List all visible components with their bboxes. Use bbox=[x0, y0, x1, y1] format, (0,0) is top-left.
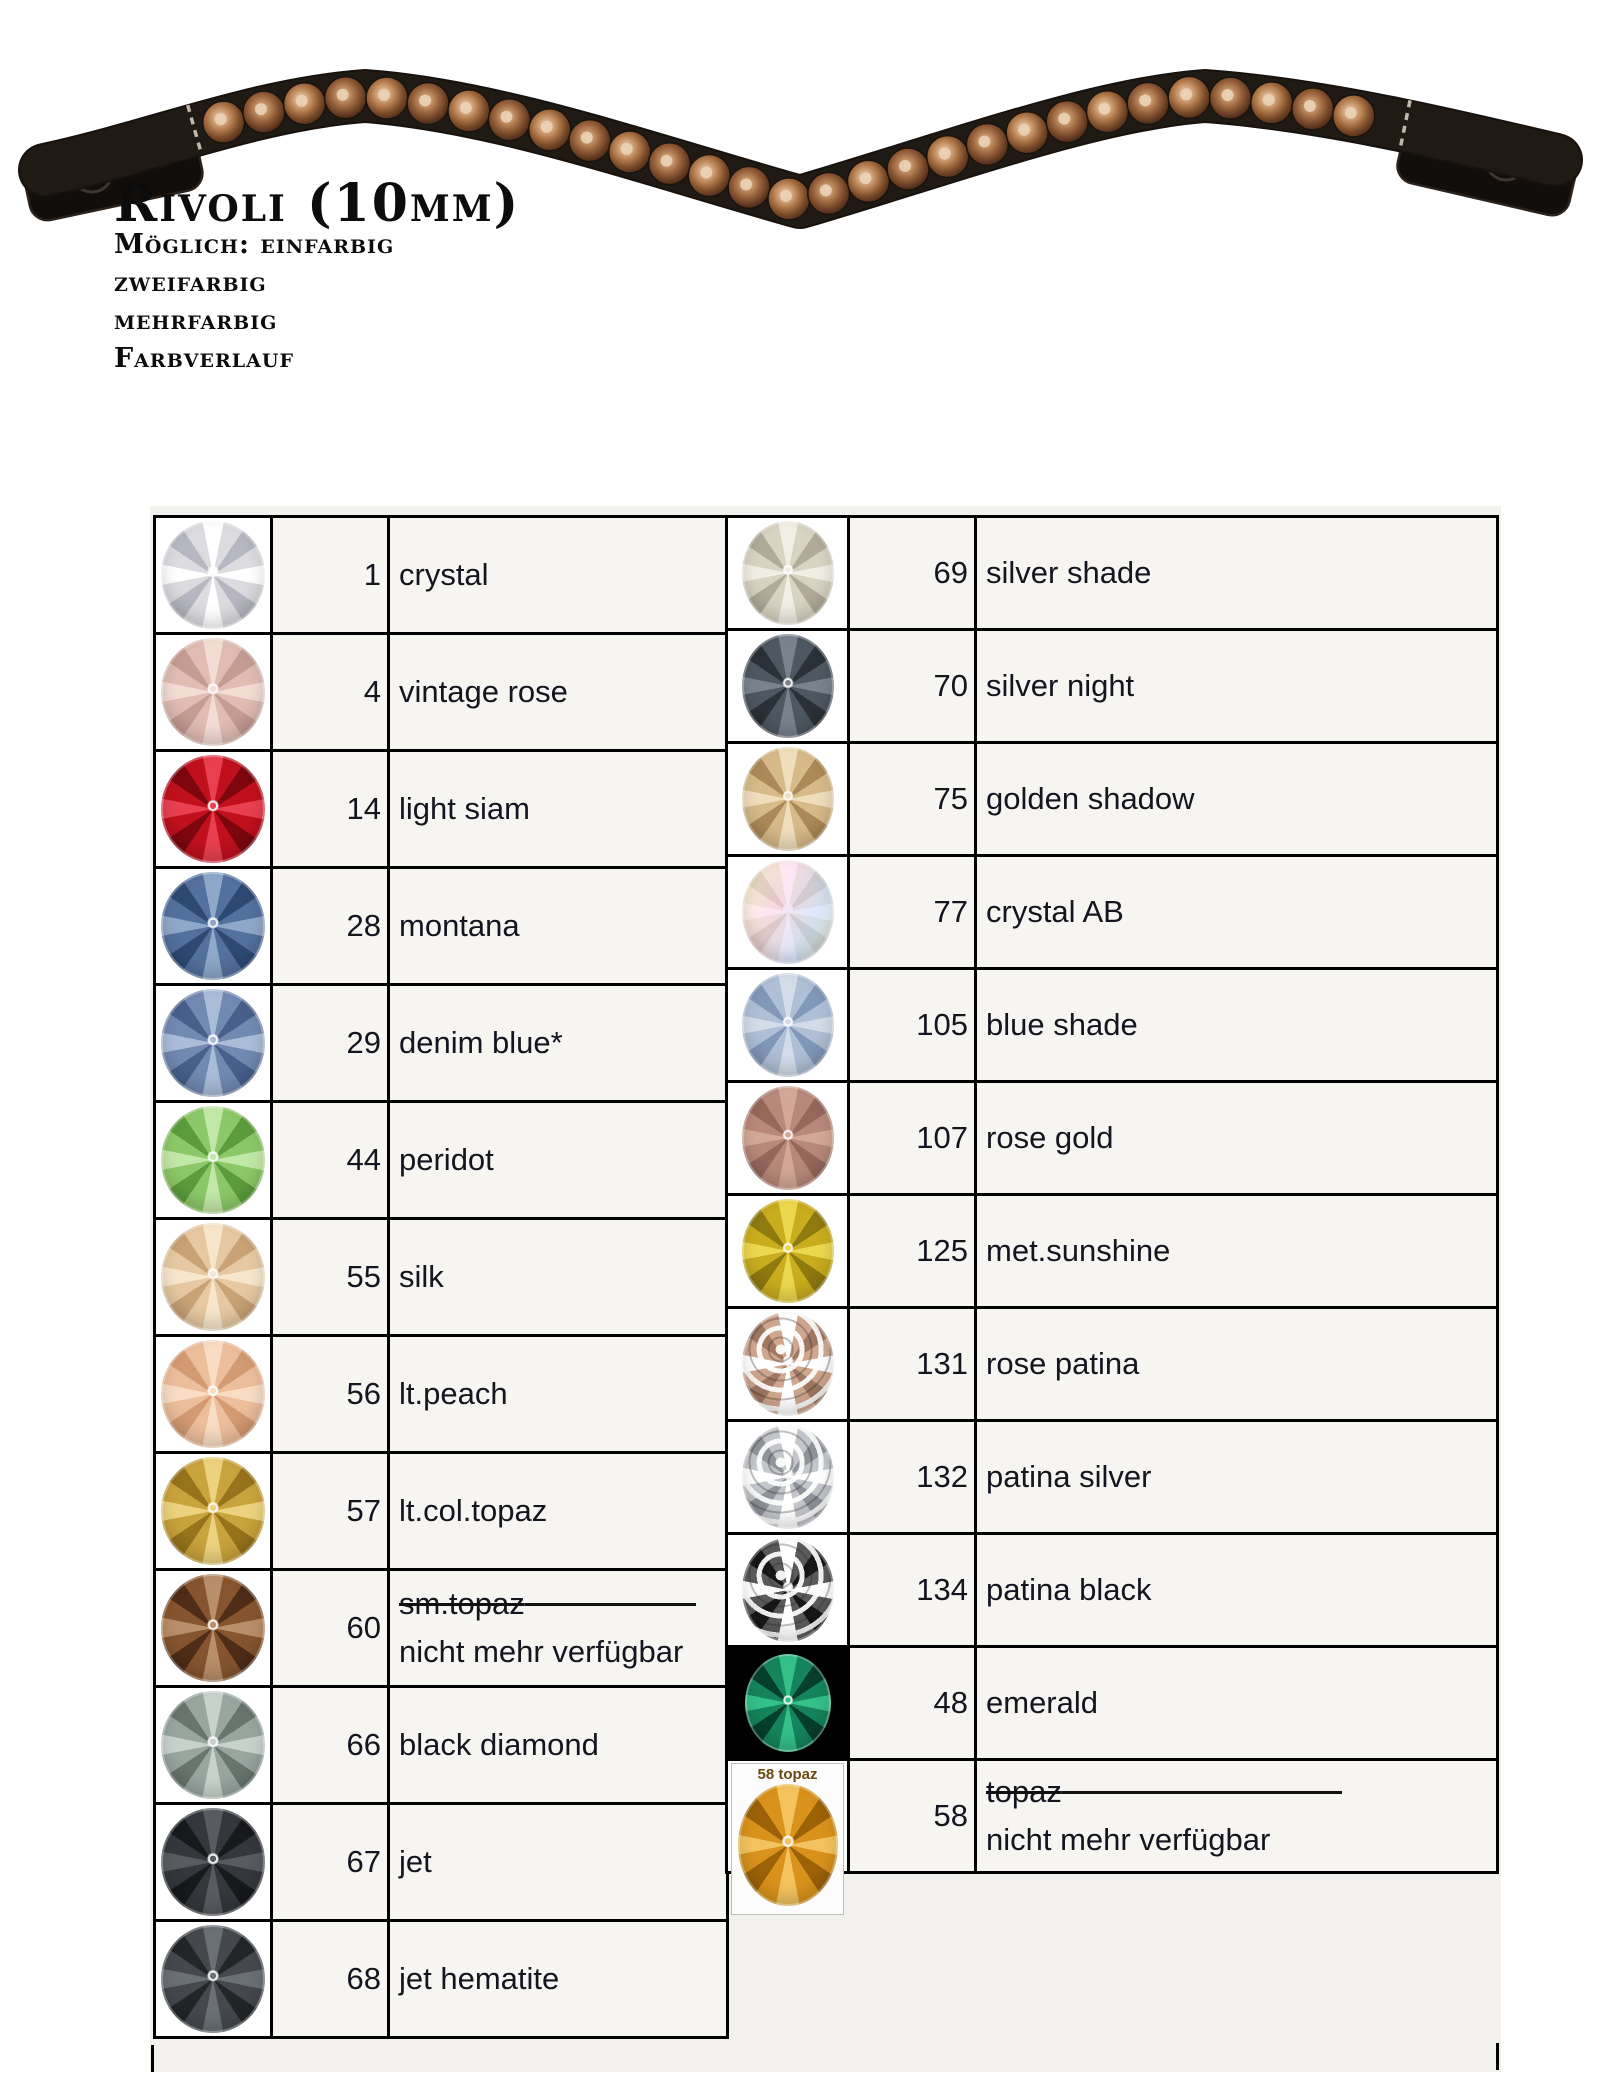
subtitle-line: Möglich: einfarbig bbox=[114, 229, 395, 260]
color-name-cell bbox=[390, 1103, 726, 1217]
page-title: Rivoli (10mm) bbox=[114, 173, 521, 234]
gem-silver-night bbox=[742, 634, 834, 738]
crystal-highlight bbox=[1139, 94, 1151, 106]
color-number: 69 bbox=[850, 518, 977, 628]
table-row bbox=[156, 1805, 726, 1922]
color-name-cell bbox=[977, 1309, 1496, 1419]
table-row bbox=[156, 1220, 726, 1337]
gem-swatch-cell bbox=[156, 752, 273, 866]
color-number: 68 bbox=[273, 1922, 390, 2036]
color-name: jet bbox=[399, 1844, 432, 1879]
struck-color-name: topaz bbox=[986, 1774, 1062, 1809]
gem-peridot bbox=[161, 1106, 265, 1214]
color-name: silver night bbox=[986, 668, 1135, 703]
color-name: montana bbox=[399, 908, 520, 943]
page-subtitle bbox=[114, 226, 394, 378]
gem-patina-black bbox=[742, 1538, 834, 1642]
color-name-cell bbox=[390, 1454, 726, 1568]
color-name: peridot bbox=[399, 1142, 494, 1177]
color-number: 58 bbox=[850, 1761, 977, 1871]
crystal-highlight bbox=[541, 121, 553, 133]
color-name: denim blue* bbox=[399, 1025, 563, 1060]
color-number: 55 bbox=[273, 1220, 390, 1334]
table-row bbox=[728, 1083, 1496, 1196]
gem-lt-col-topaz bbox=[161, 1457, 265, 1565]
color-name: silver shade bbox=[986, 555, 1152, 590]
gem-swatch-cell bbox=[156, 1454, 273, 1568]
gem-rose-gold bbox=[742, 1086, 834, 1190]
panel-corner-tick-left bbox=[151, 2045, 154, 2072]
gem-patina-silver bbox=[742, 1425, 834, 1529]
color-number: 67 bbox=[273, 1805, 390, 1919]
gem-swatch-cell bbox=[156, 1805, 273, 1919]
crystal-highlight bbox=[780, 190, 792, 202]
gem-rose-patina bbox=[742, 1312, 834, 1416]
color-name-cell bbox=[390, 752, 726, 866]
gem-swatch-cell bbox=[728, 518, 850, 628]
table-row bbox=[728, 1196, 1496, 1309]
gem-swatch-cell bbox=[728, 1422, 850, 1532]
color-name: golden shadow bbox=[986, 781, 1195, 816]
color-name-cell bbox=[977, 744, 1496, 854]
gem-swatch-cell bbox=[728, 857, 850, 967]
gem-swatch-cell bbox=[728, 970, 850, 1080]
color-name: vintage rose bbox=[399, 674, 568, 709]
color-name-cell bbox=[390, 635, 726, 749]
table-row bbox=[728, 1648, 1496, 1761]
color-number: 48 bbox=[850, 1648, 977, 1758]
gem-emerald bbox=[745, 1654, 831, 1752]
crystal-highlight bbox=[581, 132, 593, 144]
color-name-cell bbox=[977, 1083, 1496, 1193]
table-row bbox=[728, 1309, 1496, 1422]
table-row bbox=[156, 1688, 726, 1805]
crystal-highlight bbox=[419, 94, 431, 106]
table-row bbox=[156, 518, 726, 635]
struck-name-line bbox=[986, 1774, 1492, 1810]
table-row bbox=[728, 744, 1496, 857]
color-name-cell bbox=[977, 1648, 1496, 1758]
color-name: emerald bbox=[986, 1685, 1098, 1720]
color-name: jet hematite bbox=[399, 1961, 560, 1996]
crystal-highlight bbox=[740, 178, 752, 190]
crystal-highlight bbox=[820, 184, 832, 196]
gem-black-diamond bbox=[161, 1691, 265, 1799]
table-row bbox=[156, 1337, 726, 1454]
color-name: light siam bbox=[399, 791, 530, 826]
table-row bbox=[728, 631, 1496, 744]
color-name-cell bbox=[390, 1337, 726, 1451]
color-name: black diamond bbox=[399, 1727, 599, 1762]
color-name-cell bbox=[390, 986, 726, 1100]
table-row bbox=[728, 1422, 1496, 1535]
color-name: lt.col.topaz bbox=[399, 1493, 548, 1528]
gem-topaz bbox=[738, 1784, 838, 1906]
crystal-highlight bbox=[700, 167, 712, 179]
table-row bbox=[728, 857, 1496, 970]
table-row bbox=[156, 1103, 726, 1220]
gem-light-siam bbox=[161, 755, 265, 863]
strike-rule bbox=[525, 1603, 696, 1606]
gem-swatch-cell bbox=[728, 1761, 850, 1871]
gem-swatch-cell bbox=[728, 631, 850, 741]
gem-swatch-cell bbox=[728, 1196, 850, 1306]
crystal-highlight bbox=[1098, 103, 1110, 115]
gem-swatch-cell bbox=[156, 635, 273, 749]
color-name-cell bbox=[390, 1571, 726, 1685]
color-number: 14 bbox=[273, 752, 390, 866]
color-name: silk bbox=[399, 1259, 444, 1294]
unavailable-note: nicht mehr verfügbar bbox=[986, 1822, 1271, 1857]
crystal-highlight bbox=[215, 113, 227, 125]
crystal-highlight bbox=[1263, 94, 1275, 106]
color-name-cell bbox=[390, 1688, 726, 1802]
color-name-cell bbox=[977, 1422, 1496, 1532]
gem-vintage-rose bbox=[161, 638, 265, 746]
gem-swatch-cell bbox=[728, 1083, 850, 1193]
strike-rule bbox=[1062, 1791, 1342, 1794]
color-table-left bbox=[153, 515, 729, 2039]
gem-swatch-cell bbox=[156, 518, 273, 632]
gem-jet-hematite bbox=[161, 1925, 265, 2033]
table-row bbox=[728, 1761, 1496, 1871]
gem-swatch-cell bbox=[156, 1571, 273, 1685]
crystal-highlight bbox=[1018, 124, 1030, 136]
crystal-highlight bbox=[1058, 113, 1070, 125]
color-table-right bbox=[725, 515, 1499, 1874]
topaz-image bbox=[731, 1763, 844, 1915]
gem-swatch-cell bbox=[156, 1103, 273, 1217]
gem-swatch-cell bbox=[156, 869, 273, 983]
table-row bbox=[156, 986, 726, 1103]
crystal-highlight bbox=[1180, 88, 1192, 100]
crystal-highlight bbox=[500, 111, 512, 123]
color-name-cell bbox=[977, 857, 1496, 967]
gem-swatch-cell bbox=[156, 1688, 273, 1802]
color-name-cell bbox=[390, 518, 726, 632]
color-name-cell bbox=[390, 1922, 726, 2036]
crystal-highlight bbox=[621, 143, 633, 155]
color-name-cell bbox=[977, 1535, 1496, 1645]
struck-name-line bbox=[399, 1586, 722, 1622]
color-number: 29 bbox=[273, 986, 390, 1100]
color-name: rose gold bbox=[986, 1120, 1114, 1155]
color-number: 134 bbox=[850, 1535, 977, 1645]
crystal-highlight bbox=[1345, 107, 1357, 119]
table-row bbox=[728, 970, 1496, 1083]
crystal-highlight bbox=[661, 155, 673, 167]
gem-sm-topaz bbox=[161, 1574, 265, 1682]
gem-crystal-ab bbox=[742, 860, 834, 964]
color-number: 132 bbox=[850, 1422, 977, 1532]
gem-swatch-cell bbox=[156, 1922, 273, 2036]
gem-denim-blue bbox=[161, 989, 265, 1097]
panel-corner-tick-right bbox=[1496, 2043, 1499, 2070]
table-row bbox=[156, 1571, 726, 1688]
crystal-highlight bbox=[859, 172, 871, 184]
table-row bbox=[156, 752, 726, 869]
color-name-cell bbox=[977, 631, 1496, 741]
gem-swatch-cell bbox=[156, 1220, 273, 1334]
color-name-cell bbox=[977, 518, 1496, 628]
color-name: crystal bbox=[399, 557, 489, 592]
color-number: 107 bbox=[850, 1083, 977, 1193]
color-name: patina silver bbox=[986, 1459, 1152, 1494]
subtitle-line: Farbverlauf bbox=[114, 343, 294, 374]
gem-swatch-cell bbox=[728, 1309, 850, 1419]
crystal-highlight bbox=[337, 89, 349, 101]
color-name: lt.peach bbox=[399, 1376, 508, 1411]
gem-swatch-cell bbox=[156, 1337, 273, 1451]
crystal-highlight bbox=[1304, 100, 1316, 112]
table-row bbox=[728, 518, 1496, 631]
color-name-cell bbox=[390, 869, 726, 983]
table-row bbox=[728, 1535, 1496, 1648]
gem-swatch-cell bbox=[728, 1535, 850, 1645]
crystal-highlight bbox=[460, 102, 472, 114]
color-name: met.sunshine bbox=[986, 1233, 1171, 1268]
crystal-highlight bbox=[378, 89, 390, 101]
color-number: 105 bbox=[850, 970, 977, 1080]
topaz-image-caption: 58 topaz bbox=[757, 1766, 818, 1783]
color-number: 70 bbox=[850, 631, 977, 741]
color-name-cell bbox=[977, 1761, 1496, 1871]
color-number: 66 bbox=[273, 1688, 390, 1802]
gem-silk bbox=[161, 1223, 265, 1331]
gem-jet bbox=[161, 1808, 265, 1916]
gem-met-sunshine bbox=[742, 1199, 834, 1303]
color-number: 75 bbox=[850, 744, 977, 854]
table-row bbox=[156, 869, 726, 986]
table-row bbox=[156, 1922, 726, 2036]
color-name: rose patina bbox=[986, 1346, 1140, 1381]
crystal-highlight bbox=[978, 135, 990, 147]
color-number: 44 bbox=[273, 1103, 390, 1217]
subtitle-line: mehrfarbig bbox=[114, 305, 278, 336]
color-number: 60 bbox=[273, 1571, 390, 1685]
color-number: 77 bbox=[850, 857, 977, 967]
color-number: 1 bbox=[273, 518, 390, 632]
color-number: 4 bbox=[273, 635, 390, 749]
color-name-cell bbox=[977, 1196, 1496, 1306]
color-name: patina black bbox=[986, 1572, 1152, 1607]
color-name: blue shade bbox=[986, 1007, 1138, 1042]
struck-color-name: sm.topaz bbox=[399, 1586, 525, 1621]
crystal-highlight bbox=[939, 148, 951, 160]
gem-silver-shade bbox=[742, 521, 834, 625]
gem-swatch-cell bbox=[156, 986, 273, 1100]
table-row bbox=[156, 1454, 726, 1571]
color-number: 57 bbox=[273, 1454, 390, 1568]
gem-swatch-cell bbox=[728, 1648, 850, 1758]
gem-lt-peach bbox=[161, 1340, 265, 1448]
color-name: crystal AB bbox=[986, 894, 1124, 929]
subtitle-line: zweifarbig bbox=[114, 267, 267, 298]
gem-golden-shadow bbox=[742, 747, 834, 851]
crystal-highlight bbox=[1222, 89, 1234, 101]
gem-swatch-cell bbox=[728, 744, 850, 854]
color-number: 125 bbox=[850, 1196, 977, 1306]
crystal-highlight bbox=[899, 160, 911, 172]
gem-montana bbox=[161, 872, 265, 980]
color-number: 131 bbox=[850, 1309, 977, 1419]
color-name-cell bbox=[390, 1220, 726, 1334]
unavailable-note: nicht mehr verfügbar bbox=[399, 1634, 684, 1669]
crystal-highlight bbox=[255, 103, 267, 115]
crystal-highlight bbox=[296, 95, 308, 107]
color-name-cell bbox=[390, 1805, 726, 1919]
color-name-cell bbox=[977, 970, 1496, 1080]
table-row bbox=[156, 635, 726, 752]
color-number: 56 bbox=[273, 1337, 390, 1451]
gem-crystal bbox=[161, 521, 265, 629]
gem-blue-shade bbox=[742, 973, 834, 1077]
color-number: 28 bbox=[273, 869, 390, 983]
